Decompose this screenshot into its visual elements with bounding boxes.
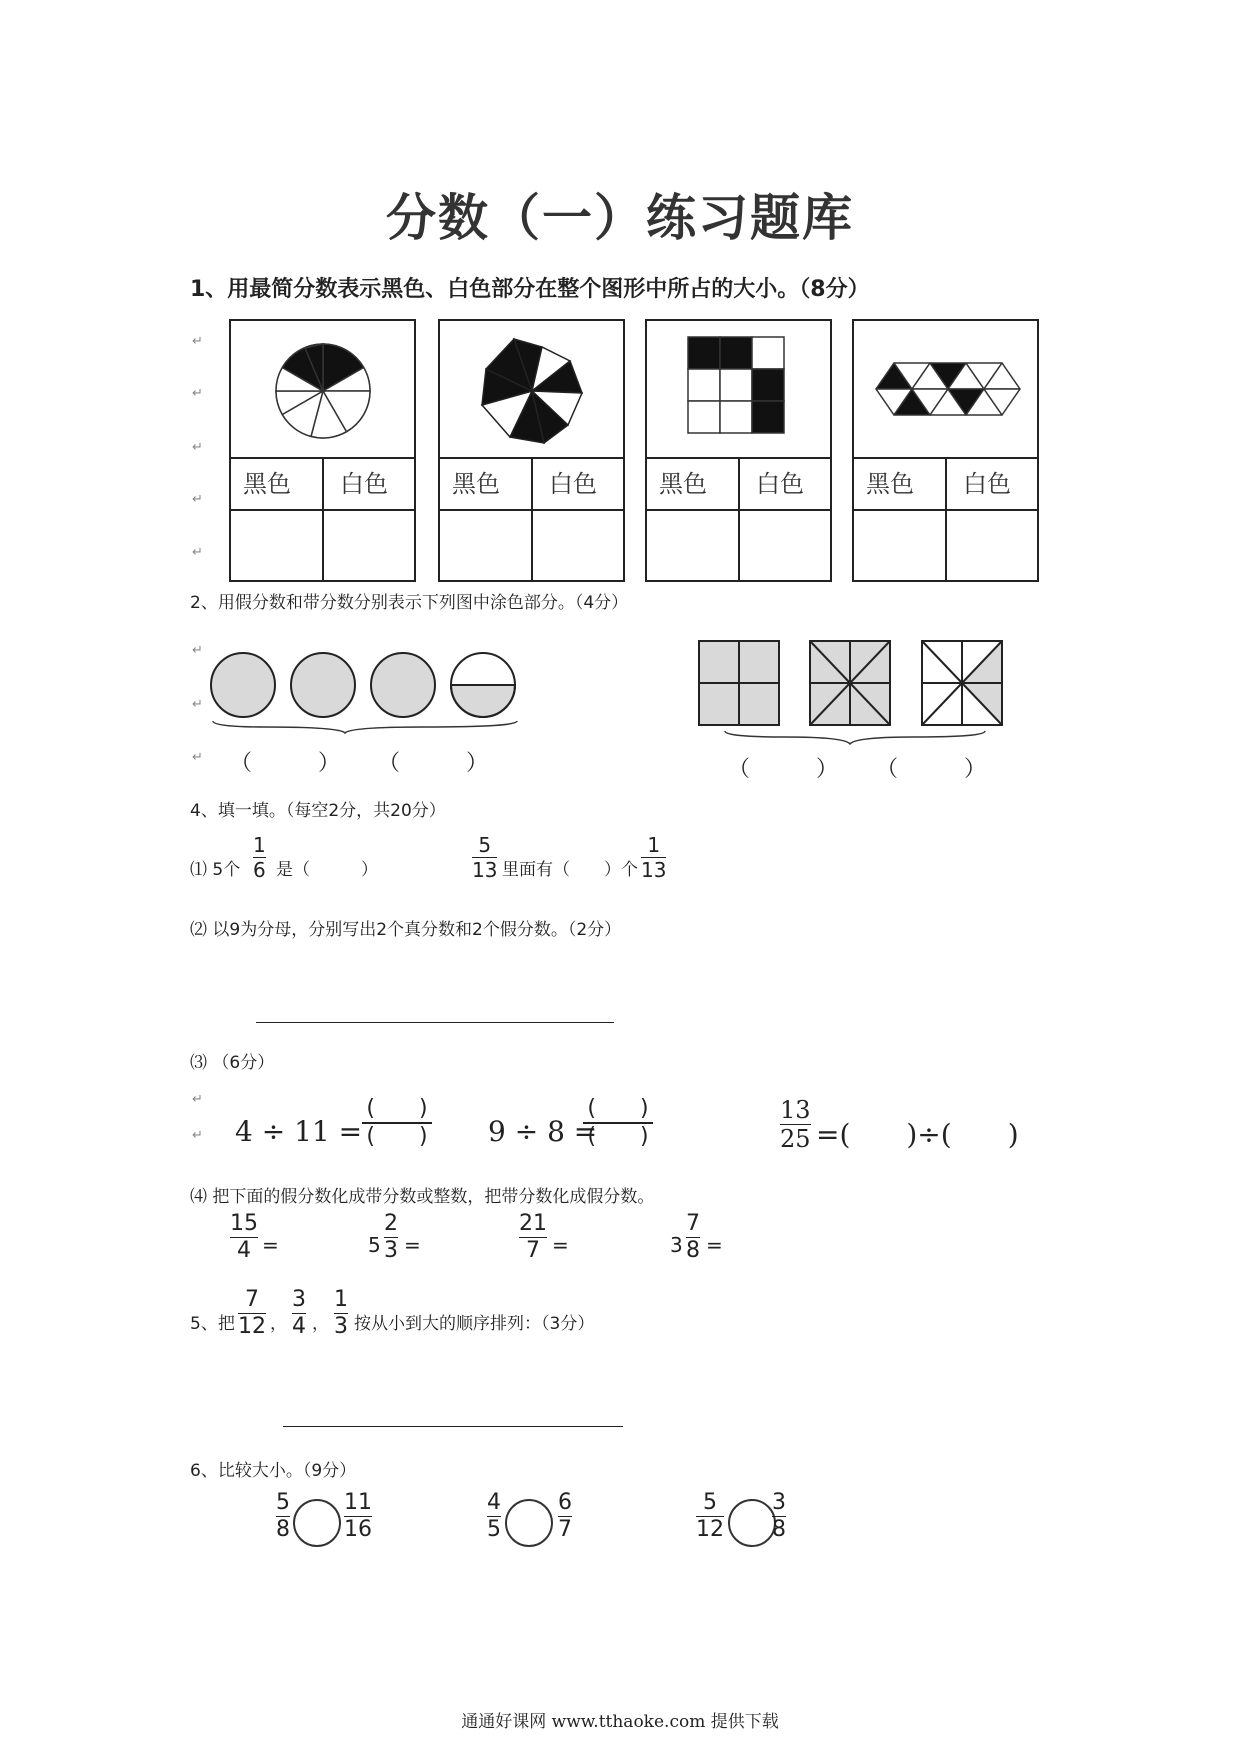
q5-prefix: 5、把 (190, 1314, 235, 1334)
return-mark: ↵ (192, 440, 203, 455)
label-black: 黑色 (647, 459, 740, 511)
fraction: 2 3 (384, 1211, 398, 1263)
q4-p1a-answer: 是（ ） (276, 860, 378, 880)
return-mark: ↵ (192, 334, 203, 349)
label-black: 黑色 (854, 459, 947, 511)
fraction: 4 5 (487, 1490, 501, 1542)
circles-figure (205, 645, 545, 735)
compare-circle[interactable] (505, 1499, 553, 1547)
comma: ， (312, 1314, 329, 1334)
label-white: 白色 (324, 459, 414, 511)
return-mark: ↵ (192, 1128, 203, 1143)
equals-sign: = (706, 1233, 723, 1257)
fraction: 5 12 (696, 1490, 724, 1542)
fraction: 13 25 (780, 1096, 811, 1153)
pie-figure (231, 321, 414, 459)
fraction: 3 8 (772, 1490, 786, 1542)
return-mark: ↵ (192, 1092, 203, 1107)
figure-box-3 (645, 319, 832, 582)
question-6-text: 6、比较大小。（9分） (190, 1461, 357, 1481)
return-mark: ↵ (192, 492, 203, 507)
fraction: 6 7 (558, 1490, 572, 1542)
figure-box-2 (438, 319, 625, 582)
q4-p3-expr-2: 9 ÷ 8 = (488, 1115, 598, 1148)
label-white: 白色 (740, 459, 830, 511)
fraction: 5 8 (276, 1490, 290, 1542)
fraction: 7 8 (686, 1211, 700, 1263)
equals-sign: = (404, 1233, 421, 1257)
answer-paren: （ ） (876, 757, 987, 782)
fraction: 7 12 (238, 1287, 266, 1339)
label-black: 黑色 (231, 459, 324, 511)
compare-circle[interactable] (293, 1499, 341, 1547)
return-mark: ↵ (192, 750, 203, 765)
fraction: 3 4 (292, 1287, 306, 1339)
triangle-strip-figure (854, 321, 1037, 459)
q4-p3-expr-1: 4 ÷ 11 = (235, 1115, 363, 1148)
fraction: 1 13 (641, 833, 667, 882)
return-mark: ↵ (192, 386, 203, 401)
question-1-text: 1、用最简分数表示黑色、白色部分在整个图形中所占的大小。（8分） (190, 277, 870, 302)
equals-sign: = (552, 1233, 569, 1257)
fraction: 11 16 (344, 1490, 372, 1542)
answer-paren: （ ） (230, 751, 341, 776)
mixed-whole: 5 (368, 1233, 381, 1257)
figure-box-1 (229, 319, 416, 582)
page-title: 分数（一）练习题库 (386, 189, 854, 247)
pinwheel-figure (440, 321, 623, 459)
fraction: 1 3 (334, 1287, 348, 1339)
return-mark: ↵ (192, 545, 203, 560)
q4-p1b-text: 里面有（ ）个 (502, 860, 638, 880)
answer-paren: （ ） (378, 751, 489, 776)
footer-credit: 通通好课网 www.tthaoke.com 提供下载 (461, 1712, 779, 1732)
q4-p3-expr-3: =( )÷( ) (816, 1118, 1019, 1151)
fraction: 21 7 (519, 1211, 547, 1263)
question-2-text: 2、用假分数和带分数分别表示下列图中涂色部分。（4分） (190, 593, 629, 613)
mixed-whole: 3 (670, 1233, 683, 1257)
squares-figure (695, 637, 1015, 747)
comma: ， (270, 1314, 287, 1334)
answer-line[interactable] (256, 1022, 614, 1023)
q4-p3-text: ⑶ （6分） (190, 1053, 275, 1073)
equals-sign: = (262, 1233, 279, 1257)
q5-text: 按从小到大的顺序排列：（3分） (354, 1314, 595, 1334)
q4-p2-text: ⑵ 以9为分母，分别写出2个真分数和2个假分数。（2分） (190, 920, 622, 940)
label-white: 白色 (947, 459, 1037, 511)
q4-p1a-prefix: ⑴ 5个 (190, 860, 241, 880)
compare-circle[interactable] (728, 1499, 776, 1547)
label-white: 白色 (533, 459, 623, 511)
question-4-text: 4、填一填。（每空2分，共20分） (190, 801, 446, 821)
fraction-blank[interactable]: ( ) ( ) (583, 1098, 653, 1148)
fraction: 5 13 (472, 833, 498, 882)
fraction-blank[interactable]: ( ) ( ) (362, 1098, 432, 1148)
return-mark: ↵ (192, 643, 203, 658)
answer-paren: （ ） (728, 757, 839, 782)
grid-figure (647, 321, 830, 459)
figure-box-4 (852, 319, 1039, 582)
fraction: 15 4 (230, 1211, 258, 1263)
q4-p4-text: ⑷ 把下面的假分数化成带分数或整数，把带分数化成假分数。 (190, 1187, 655, 1207)
fraction: 1 6 (253, 833, 266, 882)
return-mark: ↵ (192, 697, 203, 712)
answer-line[interactable] (283, 1426, 623, 1427)
label-black: 黑色 (440, 459, 533, 511)
